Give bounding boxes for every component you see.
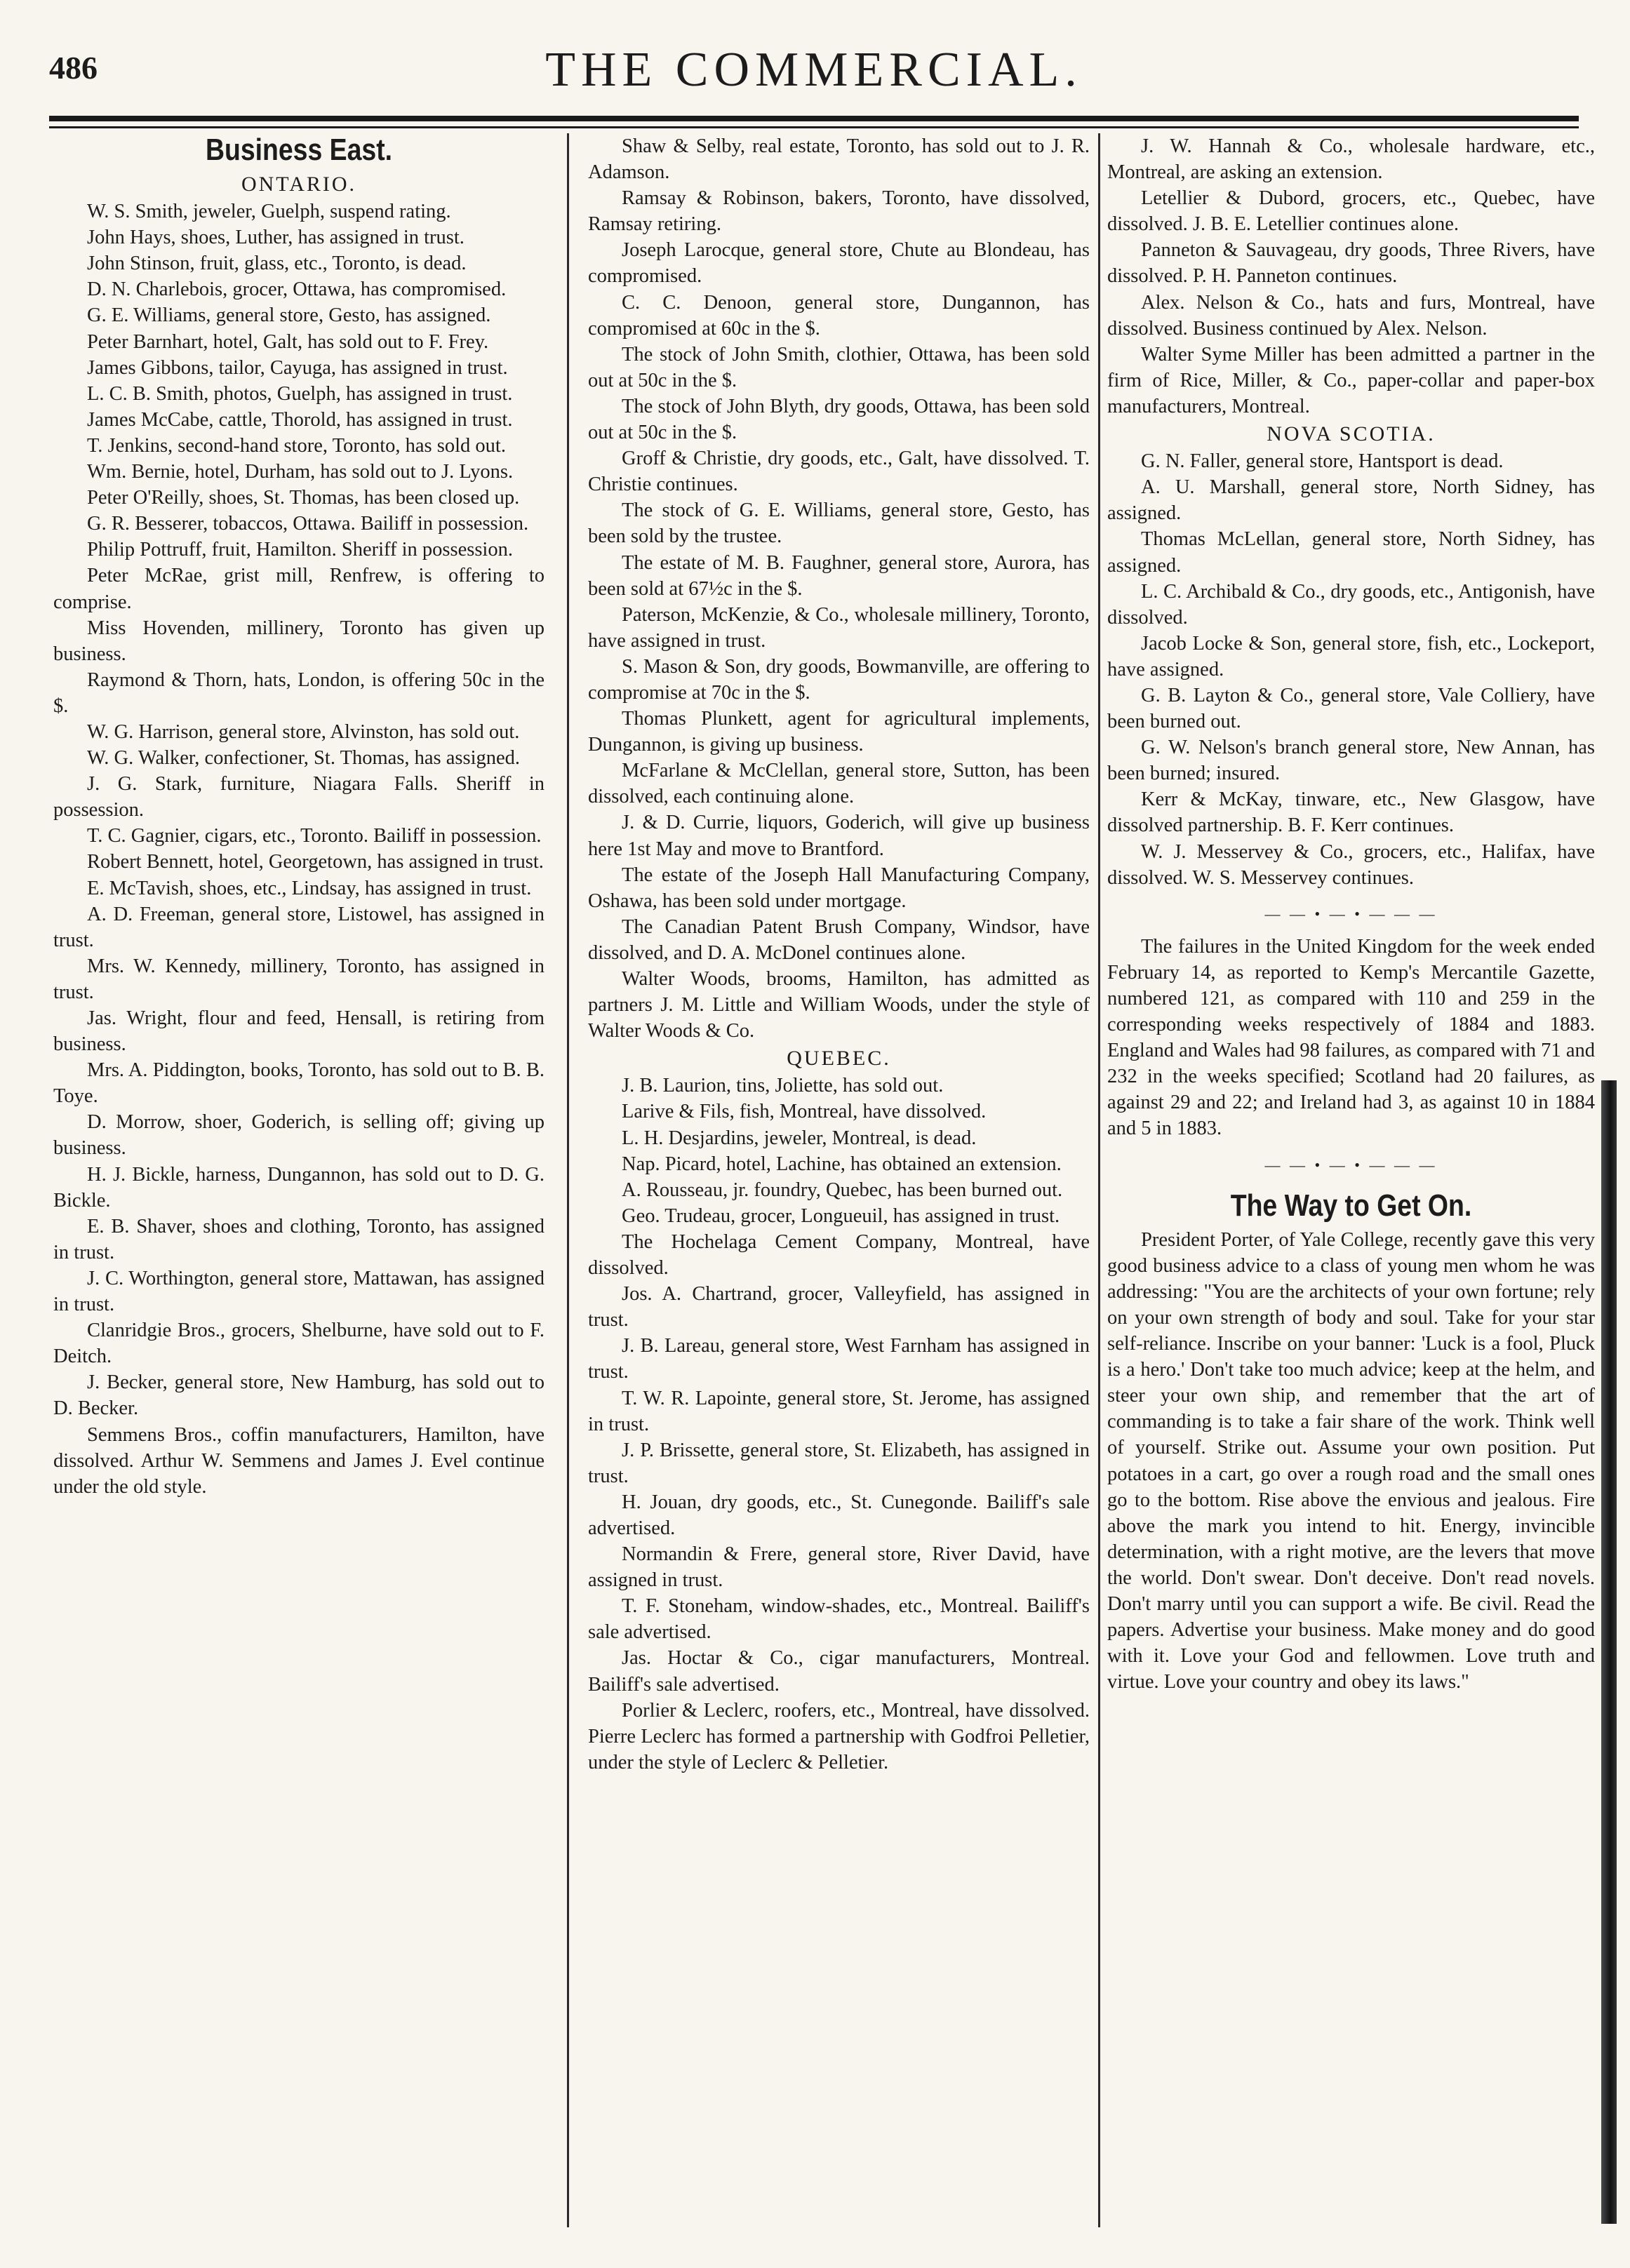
notice-entry: Peter O'Reilly, shoes, St. Thomas, has been closed up. <box>87 487 520 509</box>
notice-entry: The stock of John Blyth, dry goods, Ottawa, has been sold out at 50c in the $. <box>588 395 1090 444</box>
page-header <box>49 42 1579 105</box>
notice-entry: G. R. Besserer, tobaccos, Ottawa. Bailiff in possession. <box>87 513 529 535</box>
notice-entry: T. F. Stoneham, window-shades, etc., Montreal. Bailiff's sale advertised. <box>588 1595 1090 1644</box>
notice-entry: J. B. Laurion, tins, Joliette, has sold out. <box>622 1075 944 1097</box>
quebec-entries-col2 <box>588 1073 1090 1776</box>
notice-entry: James McCabe, cattle, Thorold, has assigned in trust. <box>87 408 513 431</box>
notice-entry: James Gibbons, tailor, Cayuga, has assigned in trust. <box>87 356 508 379</box>
notice-entry: Larive & Fils, fish, Montreal, have dissolved. <box>622 1101 987 1123</box>
notice-entry: Thomas McLellan, general store, North Sidney, has assigned. <box>1107 528 1595 577</box>
notice-entry: Shaw & Selby, real estate, Toronto, has sold out to J. R. Adamson. <box>588 135 1090 184</box>
notice-entry: Mrs. W. Kennedy, millinery, Toronto, has assigned in trust. <box>53 955 545 1003</box>
notice-entry: Kerr & McKay, tinware, etc., New Glasgow, have dissolved partnership. B. F. Kerr continues. <box>1107 789 1595 837</box>
notice-entry: Jos. A. Chartrand, grocer, Valleyfield, has assigned in trust. <box>588 1283 1090 1331</box>
notice-entry: T. Jenkins, second-hand store, Toronto, has sold out. <box>87 434 506 457</box>
notice-entry: Joseph Larocque, general store, Chute au Blondeau, has compromised. <box>588 239 1090 288</box>
notice-entry: Porlier & Leclerc, roofers, etc., Montreal, have dissolved. Pierre Leclerc has formed a partnership with Godfroi Pelletier, under the style of Leclerc & Pelletier. <box>588 1699 1090 1773</box>
way-to-get-on-paragraph: President Porter, of Yale College, recently gave this very good business advice to a class of young men whom he was addressing: "You are the architects of your own fortune; rely on your own strength of body and soul. Take for your star self-reliance. Inscribe on your banner: 'Luck is a fool, Pluck is a hero.' Don't take too much advice; keep at the helm, and steer your own ship, and remember that the art of commanding is to take a fair share of the work. Think well of yourself. Strike out. Assume your own position. Put potatoes in a cart, go over a rough road and the small ones go to the bottom. Rise above the envious and jealous. Fire above the mark you intend to hit. Energy, invincible determination, with a right motive, are the levers that move the world. Don't swear. Don't deceive. Don't read novels. Don't marry until you can support a wife. Be civil. Read the papers. Advertise your business. Make money and do good with it. Love your God and fellowmen. Love truth and virtue. Love your country and obey its laws." <box>1107 1228 1595 1693</box>
notice-entry: E. McTavish, shoes, etc., Lindsay, has assigned in trust. <box>87 877 532 899</box>
notice-entry: W. G. Harrison, general store, Alvinston, has sold out. <box>87 720 520 743</box>
notice-entry: Raymond & Thorn, hats, London, is offering 50c in the $. <box>53 669 545 717</box>
page-number: 486 <box>49 50 98 86</box>
notice-entry: The stock of John Smith, clothier, Ottawa, has been sold out at 50c in the $. <box>588 343 1090 391</box>
notice-entry: G. B. Layton & Co., general store, Vale Colliery, have been burned out. <box>1107 684 1595 733</box>
notice-entry: Wm. Bernie, hotel, Durham, has sold out to J. Lyons. <box>87 461 514 483</box>
notice-entry: S. Mason & Son, dry goods, Bowmanville, are offering to compromise at 70c in the $. <box>588 655 1090 704</box>
notice-entry: J. G. Stark, furniture, Niagara Falls. Sheriff in possession. <box>53 773 545 821</box>
notice-entry: T. W. R. Lapointe, general store, St. Jerome, has assigned in trust. <box>588 1387 1090 1435</box>
notice-entry: T. C. Gagnier, cigars, etc., Toronto. Bailiff in possession. <box>87 825 542 847</box>
notice-entry: L. H. Desjardins, jeweler, Montreal, is dead. <box>622 1127 977 1149</box>
notice-entry: The Hochelaga Cement Company, Montreal, have dissolved. <box>588 1230 1090 1280</box>
notice-entry: A. D. Freeman, general store, Listowel, has assigned in trust. <box>53 903 545 951</box>
column-1 <box>53 133 545 2231</box>
notice-entry: Letellier & Dubord, grocers, etc., Quebec, have dissolved. J. B. E. Letellier continues alone. <box>1107 187 1595 236</box>
subhead-quebec: QUEBEC. <box>787 1047 891 1071</box>
notice-entry: E. B. Shaver, shoes and clothing, Toronto, has assigned in trust. <box>53 1215 545 1263</box>
column-divider <box>1098 133 1100 2227</box>
section-title-business-east: Business East. <box>205 133 393 167</box>
notice-entry: Jacob Locke & Son, general store, fish, etc., Lockeport, have assigned. <box>1107 632 1595 680</box>
notice-entry: Philip Pottruff, fruit, Hamilton. Sheriff in possession. <box>87 539 513 561</box>
notice-entry: The estate of M. B. Faughner, general store, Aurora, has been sold at 67½c in the $. <box>588 551 1090 600</box>
notice-entry: Geo. Trudeau, grocer, Longueuil, has assigned in trust. <box>622 1205 1060 1227</box>
notice-entry: The estate of the Joseph Hall Manufacturing Company, Oshawa, has been sold under mortgage. <box>588 864 1090 912</box>
notice-entry: J. C. Worthington, general store, Mattawan, has assigned in trust. <box>53 1267 545 1316</box>
notice-entry: C. C. Denoon, general store, Dungannon, has compromised at 60c in the $. <box>588 291 1090 340</box>
notice-entry: Ramsay & Robinson, bakers, Toronto, have dissolved, Ramsay retiring. <box>588 187 1090 236</box>
failures-paragraph: The failures in the United Kingdom for the week ended February 14, as reported to Kemp's Mercantile Gazette, numbered 121, as compared with 110 and 259 in the corresponding weeks respectively of 1884 and 1883. England and Wales had 98 failures, as compared with 71 and 232 in the weeks specified; Scotland had 20 failures, as against 29 and 22; and Ireland had 3, as against 10 in 1884 and 5 in 1883. <box>1107 935 1595 1140</box>
notice-entry: Robert Bennett, hotel, Georgetown, has assigned in trust. <box>87 851 544 873</box>
notice-entry: A. U. Marshall, general store, North Sidney, has assigned. <box>1107 476 1595 525</box>
notice-entry: Panneton & Sauvageau, dry goods, Three Rivers, have dissolved. P. H. Panneton continues. <box>1107 239 1595 288</box>
notice-entry: Paterson, McKenzie, & Co., wholesale millinery, Toronto, have assigned in trust. <box>588 603 1090 652</box>
ornament-separator: — — • — • — — — <box>1264 1155 1438 1174</box>
notice-entry: Peter McRae, grist mill, Renfrew, is offering to comprise. <box>53 565 545 613</box>
notice-entry: A. Rousseau, jr. foundry, Quebec, has been burned out. <box>622 1179 1063 1201</box>
scan-edge-shadow <box>1601 1080 1617 2224</box>
notice-entry: Normandin & Frere, general store, River David, have assigned in trust. <box>588 1543 1090 1592</box>
notice-entry: Nap. Picard, hotel, Lachine, has obtained an extension. <box>622 1153 1062 1175</box>
ornament-separator: — — • — • — — — <box>1264 904 1438 922</box>
notice-entry: W. S. Smith, jeweler, Guelph, suspend rating. <box>87 201 451 223</box>
notice-entry: G. W. Nelson's branch general store, New Annan, has been burned; insured. <box>1107 737 1595 785</box>
subhead-ontario: ONTARIO. <box>241 173 357 196</box>
notice-entry: The stock of G. E. Williams, general store, Gesto, has been sold by the trustee. <box>588 499 1090 548</box>
notice-entry: Groff & Christie, dry goods, etc., Galt, have dissolved. T. Christie continues. <box>588 448 1090 496</box>
notice-entry: Clanridgie Bros., grocers, Shelburne, have sold out to F. Deitch. <box>53 1320 545 1368</box>
notice-entry: Mrs. A. Piddington, books, Toronto, has sold out to B. B. Toye. <box>53 1059 545 1108</box>
ontario-entries-col1 <box>53 199 545 1500</box>
notice-entry: The Canadian Patent Brush Company, Windsor, have dissolved, and D. A. McDonel continues alone. <box>588 915 1090 964</box>
notice-entry: John Hays, shoes, Luther, has assigned in trust. <box>87 227 465 249</box>
notice-entry: W. J. Messervey & Co., grocers, etc., Halifax, have dissolved. W. S. Messervey continues. <box>1107 840 1595 889</box>
notice-entry: J. Becker, general store, New Hamburg, has sold out to D. Becker. <box>53 1371 545 1420</box>
notice-entry: Miss Hovenden, millinery, Toronto has given up business. <box>53 617 545 665</box>
notice-entry: H. Jouan, dry goods, etc., St. Cunegonde. Bailiff's sale advertised. <box>588 1491 1090 1539</box>
column-3 <box>1107 133 1595 2231</box>
notice-entry: Jas. Wright, flour and feed, Hensall, is retiring from business. <box>53 1007 545 1056</box>
notice-entry: G. E. Williams, general store, Gesto, has assigned. <box>87 304 491 327</box>
header-rule-thin <box>49 126 1579 128</box>
notice-entry: W. G. Walker, confectioner, St. Thomas, has assigned. <box>87 747 521 770</box>
notice-entry: J. & D. Currie, liquors, Goderich, will give up business here 1st May and move to Brantford. <box>588 812 1090 860</box>
notice-entry: Jas. Hoctar & Co., cigar manufacturers, Montreal. Bailiff's sale advertised. <box>588 1647 1090 1696</box>
nova-scotia-entries <box>1107 448 1595 891</box>
notice-entry: L. C. B. Smith, photos, Guelph, has assigned in trust. <box>87 382 513 405</box>
notice-entry: J. W. Hannah & Co., wholesale hardware, etc., Montreal, are asking an extension. <box>1107 135 1595 184</box>
quebec-entries-col3 <box>1107 133 1595 420</box>
notice-entry: G. N. Faller, general store, Hantsport is dead. <box>1141 450 1504 473</box>
notice-entry: D. Morrow, shoer, Goderich, is selling off; giving up business. <box>53 1111 545 1160</box>
notice-entry: McFarlane & McClellan, general store, Sutton, has been dissolved, each continuing alone. <box>588 760 1090 808</box>
notice-entry: H. J. Bickle, harness, Dungannon, has sold out to D. G. Bickle. <box>53 1163 545 1212</box>
notice-entry: Walter Woods, brooms, Hamilton, has admitted as partners J. M. Little and William Woods, under the style of Walter Woods & Co. <box>588 968 1090 1042</box>
notice-entry: D. N. Charlebois, grocer, Ottawa, has compromised. <box>87 279 507 301</box>
header-rule-thick <box>49 116 1579 121</box>
column-2 <box>588 133 1090 2231</box>
notice-entry: L. C. Archibald & Co., dry goods, etc., Antigonish, have dissolved. <box>1107 580 1595 629</box>
notice-entry: Alex. Nelson & Co., hats and furs, Montreal, have dissolved. Business continued by Alex. Nelson. <box>1107 291 1595 340</box>
notice-entry: J. P. Brissette, general store, St. Elizabeth, has assigned in trust. <box>588 1439 1090 1487</box>
section-title-way-to-get-on: The Way to Get On. <box>1230 1188 1472 1223</box>
notice-entry: Walter Syme Miller has been admitted a partner in the firm of Rice, Miller, & Co., paper-collar and paper-box manufacturers, Montreal. <box>1107 343 1595 417</box>
notice-entry: Semmens Bros., coffin manufacturers, Hamilton, have dissolved. Arthur W. Semmens and James J. Evel continue under the old style. <box>53 1423 545 1498</box>
column-divider <box>567 133 569 2227</box>
notice-entry: J. B. Lareau, general store, West Farnham has assigned in trust. <box>588 1335 1090 1383</box>
notice-entry: Thomas Plunkett, agent for agricultural implements, Dungannon, is giving up business. <box>588 708 1090 756</box>
notice-entry: Peter Barnhart, hotel, Galt, has sold out to F. Frey. <box>87 330 489 353</box>
ontario-entries-col2 <box>588 133 1090 1044</box>
subhead-nova-scotia: NOVA SCOTIA. <box>1267 422 1436 446</box>
notice-entry: John Stinson, fruit, glass, etc., Toronto, is dead. <box>87 253 467 275</box>
masthead-title: THE COMMERCIAL. <box>545 43 1083 97</box>
